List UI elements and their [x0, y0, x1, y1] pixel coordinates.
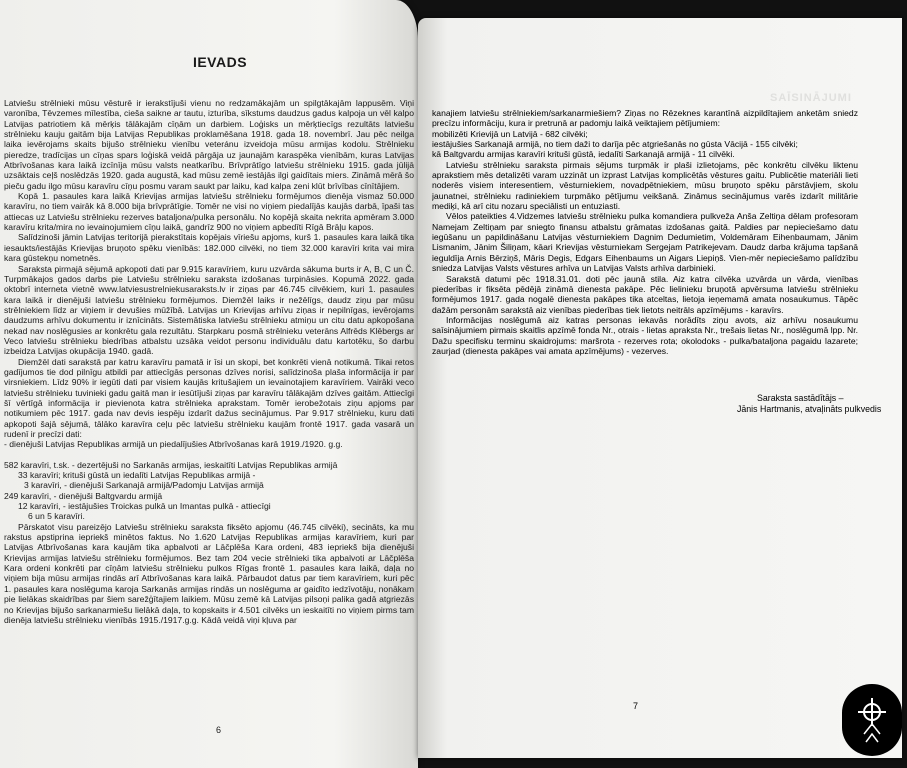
paragraph: Pārskatot visu pareizējo Latviešu strēlnieku saraksta fiksēto apjomu (46.745 cilvēki), secināts, ka mu rakstus apstiprina iepriekš minētos faktus. No 1.620 Latvijas Republikas armijas karavīriem, kuri par Latvijas Atbrīvošanas kara kaujām tika apbalvoti ar Lāčplēša Kara ordeni, 483 iepriekš bija dienējuši Krievijas armijas latviešu strēlnieku formējumos. Bez tam 204 vecie strēlnieki tika apbalvoti ar Lāčplēša Kara ordeni konkrēti par cīņām latviešu strēlnieku pulkos Rīgas frontē 1. pasaules kara laikā, daļa no viņiem bija mūsu armijas rindās arī Atbrīvošanas kara laikā. Pārbaudot datus par tiem karavīriem, kuri pēc 1. pasaules kara noslēguma karoja Sarkanās armijas rindās un noslēguma ar gaidīto iedzīvotāju, nonākam pie lielākas skaidrības par šiem sarežģītajiem laikiem. Mūsu zemē kā Latvijas pilsoņi palika gadā atgriezās no Krievijas bijušo sarkanarmiešu lielākā daļa, to kopskaits ir 4.501 cilvēks un ieskaitīti no viņiem pirms tam dienēja latviešu strēlnieku vienībās 1915./1917.g.g. Kādā veidā viņi kļuva par: [4, 521, 414, 625]
paragraph: Sarakstā datumi pēc 1918.31.01. doti pēc jaunā stila. Aiz katra cilvēka uzvārda un vārda, vienības piederības ir fiksēta pēdējā zināmā dienesta pakāpe. Pēc lielinieku bruņotā apvērsuma latviešu strēlnieku formējumos 1917. gada nogalē dienesta pakāpes tika atceltas, lietoja ieņemamā amata nosaukumus. Tāpēc dažām personām sarakstā aiz vienības piederības tiek lietots neitrāls apzīmējums - karavīrs.: [432, 273, 858, 315]
list-item: kā Baltgvardu armijas karavīri krituši gūstā, iedalīti Sarkanajā armijā - 11 cilvēki.: [432, 149, 735, 160]
list-item: 6 un 5 karavīri.: [28, 511, 85, 522]
list-item: 249 karavīri, - dienējuši Baltgvardu armijā: [4, 490, 163, 501]
paragraph: Latviešu strēlnieki mūsu vēsturē ir ierakstījuši vienu no redzamākajām un spilgtākajām lappusēm. Viņi varonība, Tēvzemes mīlestība, cieša saikne ar tautu, izturība, sīkstums daudzus gadus kalpoja un vēl kalpo Latvijas patriotiem kā mērķis tālākajām cīņām un darbiem. Loģisks un mērķtiecīgs rezultāts latviešu strēlnieku kauju gaitām bija Latvijas Republikas proklamēšana 1918. gada 18. novembrī. Jau pēc neilga laika ievērojams skaits bijušo strēlnieku vienību veteránu izveidoja mūsu armijas kodolu. Strēlnieku pieredze, tradīcijas un cīņas spars loģiskā veidā pārgāja uz jaunajām karaspēka vienībām, kuras Latvijas Atbrīvošanas kara laikā izcīnīja mūsu valsts neatkarību. Brīvprātīgo latviešu strēlnieku 1915. gada jūlijā uzsāktais ceļš noslēdzās 1920. gada augustā, kad mūsu zemē iestājās ilgi gaidītais miers. Zināmā mērā šo pieču gadu ilgo mūsu karavīru cīņu posmu varam saukt par laiku, kad kalpa zeni klūt brīvības cīnītājiem.: [4, 98, 414, 191]
faint-heading: SAĪSINĀJUMI: [770, 92, 852, 104]
left-page: [0, 0, 418, 768]
list-item: 12 karavīri, - iestājušies Troickas pulkā un Imantas pulkā - attiecīgi: [18, 501, 271, 512]
paragraph: Saraksta pirmajā sējumā apkopoti dati par 9.915 karavīriem, kuru uzvārda sākuma burts ir A, B, C un Č. Turpmākajos gados darbs pie Latviešu strēlnieku saraksta izdošanas turpināsies. Kopumā 2022. gada oktobrī interneta vietnē www.latviesustrelniekusaraksts.lv ir ziņas par 46.745 cilvēkiem, kuri 1. pasaules kara laikā ir dienējuši latviešu strēlnieku formējumos. Diemžēl laiks ir nežēlīgs, daudz ziņu par mūsu strēlniekiem līdz ar viņiem ir devušies mūžībā. Latvijas un Krievijas arhīvu ziņas ir nepilnīgas, ievērojams daudzums arhīvu dokumentu ir iznīcināts. Sistemātiska latviešu strēlnieku atmiņu un citu datu apkopošana nekad nav noslēgusies ar konkrētu gala rezultātu. Starpkaru posmā strēlnieku veterāns Alfrēds Klēbergs ar Veco latviešu strēlnieku biedrības atbalstu uzsāka veidot personu individuālu datu kartotēku, šo darbu izbeidza Latvijas okupācija 1940. gadā.: [4, 263, 414, 357]
paragraph: kanajiem latviešu strēlniekiem/sarkanarmiešiem? Ziņas no Rēzeknes karantīnā aizpildītajiem anketām sniedz precīzu informāciju, kura ir pretrunā ar padomju laikā veiktajiem pētījumiem:: [432, 108, 858, 129]
page-number: 7: [633, 701, 639, 711]
page-number: 6: [216, 725, 222, 735]
list-item: iestājušies Sarkanajā armijā, no tiem daži to darīja pēc atgriešanās no gūsta Vācijā - 155 cilvēki;: [432, 139, 798, 150]
paragraph: Diemžēl dati sarakstā par katru karavīru pamatā ir īsi un skopi, bet konkrēti vienā notikumā. Tikai retos gadījumos tie dod pilnīgu atbildi par attiecīgās personas dzīves norisi, salīdzinoša plaša informācija ir par virsniekiem. Līdz 90% ir iegūti dati par visiem kaujās kritušajiem un ievainotajiem karavīriem. Vairāki veco latviešu strēlnieku tuvinieki gadu gaitā man ir iesūtījuši ziņas par karavīru tālākajām dzīves gaitām. Attiecīgi šī vērtīgā informācija ir pievienota katra strēlnieka aprakstam. Tomēr ierobežotais ziņu apjoms par notikumiem pēc 1917. gada nav devis iespēju izdarīt dažus secinājumus. Par 9.917 strēlnieku, kuru dati apkopoti šajā sējumā, tālāko karavīra ceļu pēc latviešu strēlnieku kaujām frontē 1917. gada vasarā un rudenī ir precīzi dati:: [4, 356, 414, 439]
paragraph: Latviešu strēlnieku saraksta pirmais sējums turpmāk ir plaši izlietojams, pēc konkrētu cilvēku liktenu aprakstiem mēs detalizēti varam uzzināt un izprast Latvijas komplicētās vēstures gaitu. Publicētie materiāli lieti noderēs visiem interesentiem, vēsturniekiem, novadpētniekiem, mūsu bruņoto spēku pārstāvjiem, skolu jaunatnei, strēlnieku radiniekiem turpmāko pētījumu veikšanā. Zināmus secinājumus varēs izdarīt militārie mediķi, kā arī citu nozaru speciālisti un entuziasti.: [432, 159, 858, 212]
signature-line: Jānis Hartmanis, atvaļināts pulkvedis: [737, 404, 882, 414]
paragraph: Salīdzinoši jāmin Latvijas teritorijā pierakstītais kopējais vīriešu apjoms, kurš 1. pasaules kara laikā tika iesaukts/iestājās Krievijas bruņoto spēku vienībās: 182.000 cilvēki, no tiem 32.000 karavīri krita vai mira kara gūstekņu nometnēs.: [4, 232, 414, 264]
signature-block: [737, 393, 882, 415]
paragraph: Informācijas noslēgumā aiz katras personas iekavās norādīts ziņu avots, aiz arhīvu nosaukumu saīsinājumiem pirmais skaitlis apzīmē fonda Nr., otrais - lietas apraksta Nr., trešais lietas Nr., noslēgumā lpp. Nr. Dažu specifisku terminu skaidrojums: maršrota - rezerves rota; okolodoks - pulka/bataljona pagaidu lazarete; zaurjad (dienesta pakāpes vai amata apzīmējums) - vezerves.: [432, 314, 858, 356]
page-title: IEVADS: [192, 54, 248, 70]
list-item: 582 karavīri, t.sk. - dezertējuši no Sarkanās armijas, ieskaitīti Latvijas Republikas armijā: [4, 459, 338, 470]
list-item: 33 karavīri; krituši gūstā un iedalīti Latvijas Republikas armijā -: [18, 470, 256, 481]
paragraph: Kopā 1. pasaules kara laikā Krievijas armijas latviešu strēlnieku formējumos dienēja vismaz 50.000 karavīru, no tiem vairāk kā 8.000 bija brīvprātīgie. Tomēr ne visi no viņiem piedalījās kaujās darbā, īpaši tas attiecas uz Latviešu strēlnieku rezerves bataljona/pulka personālu. No kopējā skaita nekrita apmēram 3.000 karavīru krita/mira no ievainojumiem cīņu laikā, gandrīz 900 no viņiem apbedīti Rīgā Brāļu kapos.: [4, 191, 414, 233]
paragraph: Vēlos pateikties 4.Vidzemes latviešu strēlnieku pulka komandiera pulkveža Anša Zeltiņa dēlam profesoram Namejam Zeltiņam par sniegto finansu atbalstu grāmatas izdošanas gaitā. Paldies par nepieciešamo datu iegūšanu un papildināšanu Latvijas vēsturniekiem Dagnim Dedumietim, Voldemāram Eihenbaumam, Jānim Lismanim, Jānim Šiliņam, kāari Krievijas vēsturniekam Sergejam Patrikejevam. Daudz darba krājuma tapšanā ieguldīja Arnis Bērziņš, Māris Degis, Edgars Eihenbaums un Aigars Liepiņš. Vien-mēr nepieciešamo palīdzību sniedza Latvijas Valsts vēstures arhīva un Latvijas Valsts arhīva darbinieki.: [432, 211, 858, 274]
list-item: 3 karavīri, - dienējuši Sarkanajā armijā/Padomju Latvijas armijā: [24, 480, 264, 491]
signature-line: Saraksta sastādītājs –: [757, 393, 844, 403]
paragraph: - dienējuši Latvijas Republikas armijā un piedalījušies Atbrīvošanas karā 1919./1920. g.g.: [4, 439, 343, 450]
right-page-body: [432, 108, 858, 398]
logo-watermark: [842, 684, 902, 756]
logo-icon: [842, 684, 902, 756]
left-page-body: [4, 98, 414, 730]
list-item: mobilizēti Krievijā un Latvijā - 682 cilvēki;: [432, 128, 588, 139]
